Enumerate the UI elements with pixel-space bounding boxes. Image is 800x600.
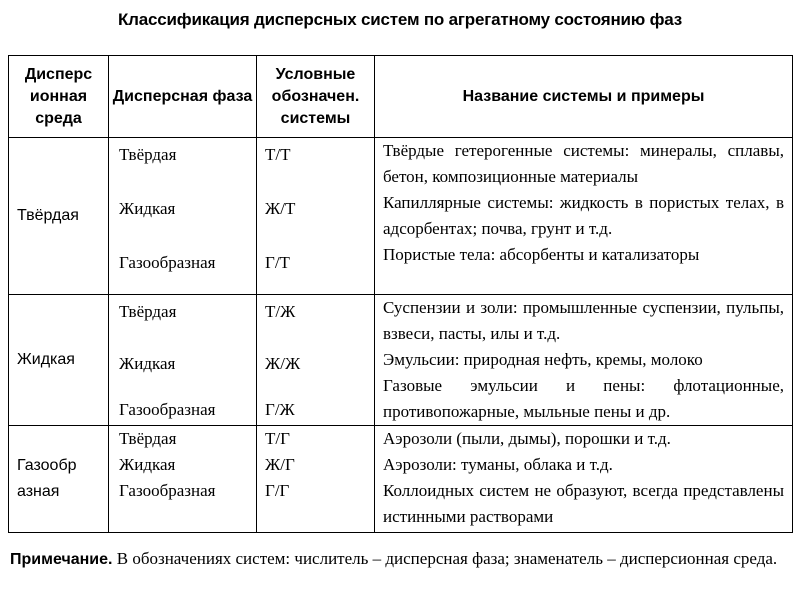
system-description: Газовые эмульсии и пены: флотационные, противопожарные, мыльные пены и др. xyxy=(383,376,784,421)
notation-item: Т/Ж xyxy=(265,302,296,321)
notation-item: Т/Г xyxy=(265,429,290,448)
phase-item: Газообразная xyxy=(119,253,216,272)
notation-item: Т/Т xyxy=(265,145,291,164)
notation-cell xyxy=(257,426,375,533)
dispersed-systems-table xyxy=(8,55,793,533)
phase-item: Газообразная xyxy=(119,400,216,419)
system-description: Коллоидных систем не образуют, всегда представлены истинными растворами xyxy=(383,481,784,526)
phase-item: Твёрдая xyxy=(119,145,177,164)
phase-item: Жидкая xyxy=(119,199,176,218)
names-cell xyxy=(375,295,793,426)
table-header-row xyxy=(9,56,793,138)
phase-item: Газообразная xyxy=(119,481,216,500)
system-description: Пористые тела: абсорбенты и катализаторы xyxy=(383,245,700,264)
phase-item: Жидкая xyxy=(119,455,176,474)
system-description: Капиллярные системы: жидкость в пористых телах, в адсорбентах; почва, грунт и т.д. xyxy=(383,193,784,238)
system-description: Эмульсии: природная нефть, кремы, молоко xyxy=(383,350,703,369)
phase-cell xyxy=(109,426,257,533)
header-notation: Условные обозначен. системы xyxy=(257,56,375,138)
names-cell xyxy=(375,138,793,295)
header-name: Название системы и примеры xyxy=(375,56,793,138)
system-description: Суспензии и золи: промышленные суспензии, пульпы, взвеси, пасты, илы и т.д. xyxy=(383,298,784,343)
phase-cell xyxy=(109,138,257,295)
phase-item: Твёрдая xyxy=(119,429,177,448)
notation-item: Ж/Г xyxy=(265,455,295,474)
medium-cell: Газообр азная xyxy=(9,426,109,533)
phase-item: Жидкая xyxy=(119,354,176,373)
header-phase: Дисперсная фаза xyxy=(109,56,257,138)
footnote-label: Примечание. xyxy=(10,551,113,568)
page-title: Классификация дисперсных систем по агрегатному состоянию фаз xyxy=(117,10,683,29)
header-medium: Дисперс ионная среда xyxy=(9,56,109,138)
system-description: Аэрозоли: туманы, облака и т.д. xyxy=(383,455,613,474)
table-row xyxy=(9,138,793,295)
medium-cell: Твёрдая xyxy=(9,138,109,295)
system-description: Твёрдые гетерогенные системы: минералы, сплавы, бетон, композиционные материалы xyxy=(383,141,784,186)
notation-item: Г/Г xyxy=(265,481,290,500)
table-row xyxy=(9,426,793,533)
notation-item: Г/Т xyxy=(265,253,290,272)
footnote xyxy=(10,546,788,573)
notation-item: Ж/Ж xyxy=(265,354,301,373)
phase-item: Твёрдая xyxy=(119,302,177,321)
notation-cell xyxy=(257,138,375,295)
table-row xyxy=(9,295,793,426)
phase-cell xyxy=(109,295,257,426)
medium-cell: Жидкая xyxy=(9,295,109,426)
names-cell xyxy=(375,426,793,533)
system-description: Аэрозоли (пыли, дымы), порошки и т.д. xyxy=(383,429,671,448)
notation-item: Ж/Т xyxy=(265,199,296,218)
notation-item: Г/Ж xyxy=(265,400,295,419)
footnote-text: В обозначениях систем: числитель – дисперсная фаза; знаменатель – дисперсионная среда. xyxy=(112,549,778,568)
notation-cell xyxy=(257,295,375,426)
